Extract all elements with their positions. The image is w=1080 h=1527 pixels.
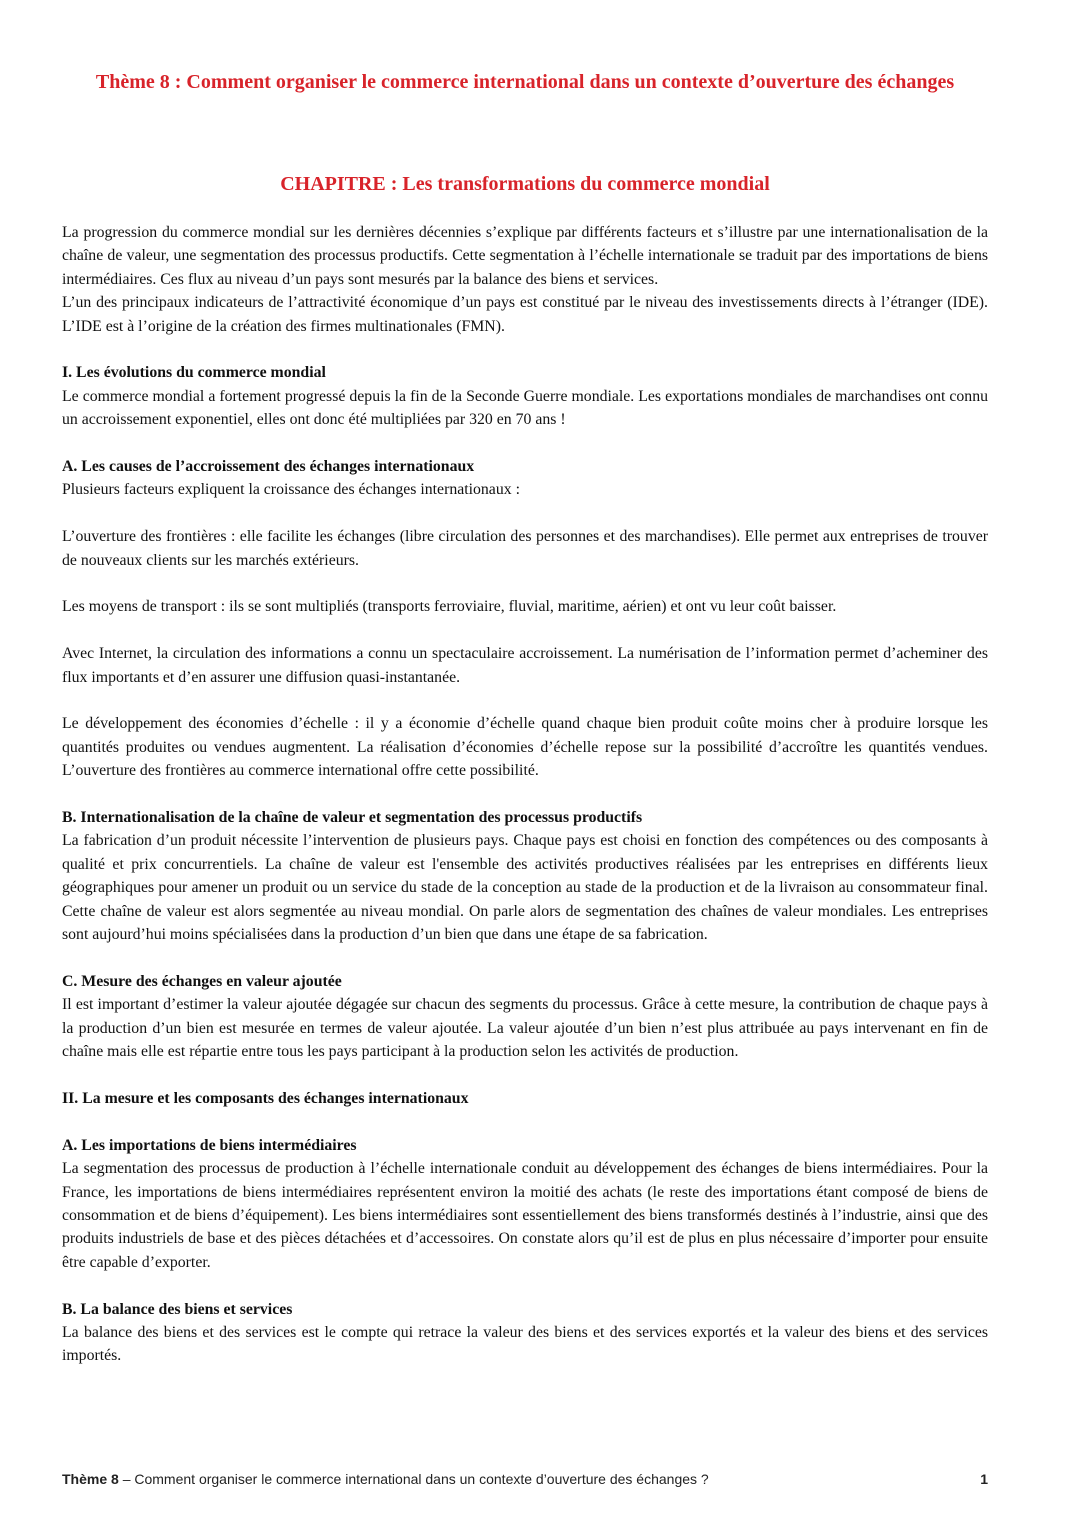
intro-paragraph: L’un des principaux indicateurs de l’attractivité économique d’un pays est constitué par le niveau des investissements directs à l’étranger (IDE). L’IDE est à l’origine de la création des firmes multinationales (FMN). (62, 294, 988, 335)
section-1c-heading: C. Mesure des échanges en valeur ajoutée (62, 972, 342, 990)
section-2b-text: La balance des biens et des services est le compte qui retrace la valeur des biens et des services exportés et la valeur des biens et des services importés. (62, 1323, 988, 1365)
section-1-heading: I. Les évolutions du commerce mondial (62, 364, 326, 382)
factor-paragraph: Avec Internet, la circulation des informations a connu un spectaculaire accroissement. La numérisation de l’information permet d’acheminer des flux importants et d’en assurer une diffusion quasi-instantanée. (62, 645, 988, 686)
chapter-title: CHAPITRE : Les transformations du commerce mondial (280, 173, 770, 195)
page-number: 1 (980, 1471, 988, 1487)
factor-paragraph: Le développement des économies d’échelle : il y a économie d’échelle quand chaque bien produit coûte moins cher à produire lorsque les quantités produites ou vendues augmentent. La réalisation d’économies d’échelle repose sur la possibilité d’accroître les quantités vendues. L’ouverture des frontières au commerce international offre cette possibilité. (62, 715, 988, 780)
factor-paragraph: Les moyens de transport : ils se sont multipliés (transports ferroviaire, fluvial, maritime, aérien) et ont vu leur coût baisser. (62, 598, 837, 616)
section-1-text: Le commerce mondial a fortement progressé depuis la fin de la Seconde Guerre mondiale. Les exportations mondiales de marchandises ont connu un accroissement exponentiel, elles ont donc été multipliées par 320 en 70 ans ! (62, 387, 988, 429)
section-1c-text: Il est important d’estimer la valeur ajoutée dégagée sur chacun des segments du processus. Grâce à cette mesure, la contribution de chaque pays à la production d’un bien est mesurée en termes de valeur ajoutée. La valeur ajoutée d’un bien n’est plus attribuée au pays intervenant en fin de chaîne mais elle est répartie entre tous les pays participant à la production selon les activités de production. (62, 996, 988, 1061)
page-title: Thème 8 : Comment organiser le commerce international dans un contexte d’ouverture des échanges (95, 71, 955, 93)
section-2-heading: II. La mesure et les composants des échanges internationaux (62, 1089, 469, 1107)
document-body (62, 221, 988, 1368)
factor-paragraph: L’ouverture des frontières : elle facilite les échanges (libre circulation des personnes et des marchandises). Elle permet aux entreprises de trouver de nouveaux clients sur les marchés extérieurs. (62, 528, 988, 569)
section-2a-text: La segmentation des processus de production à l’échelle internationale conduit au développement des échanges de biens intermédiaires. Pour la France, les importations de biens intermédiaires représentent environ la moitié des achats (le reste des importations étant composé de biens de consommation et de biens d’équipement). Les biens intermédiaires sont essentiellement des biens transformés destinés à l’industrie, ainsi que des produits industriels de base et des pièces détachées et d’accessoires. On constate alors qu’il est de plus en plus nécessaire d’importer pour ensuite être capable d’exporter. (62, 1160, 988, 1271)
section-1b-heading: B. Internationalisation de la chaîne de valeur et segmentation des processus productifs (62, 809, 643, 827)
footer-text: – Comment organiser le commerce international dans un contexte d’ouverture des échanges ? (118, 1471, 709, 1487)
page-footer (62, 1470, 988, 1488)
footer-label: Thème 8 (62, 1471, 119, 1487)
section-2a-heading: A. Les importations de biens intermédiaires (62, 1136, 357, 1154)
section-2b-heading: B. La balance des biens et services (62, 1300, 293, 1318)
section-1b-text: La fabrication d’un produit nécessite l’intervention de plusieurs pays. Chaque pays est choisi en fonction des compétences ou des composants à qualité et prix concurrentiels. La chaîne de valeur est l'ensemble des activités productives réalisées par les entreprises en différents lieux géographiques pour amener un produit ou un service du stade de la conception au stade de la production et de la livraison au consommateur final. Cette chaîne de valeur est alors segmentée au niveau mondial. On parle alors de segmentation des chaînes de valeur mondiales. Les entreprises sont aujourd’hui moins spécialisées dans la production d’un bien que dans une étape de sa fabrication. (62, 832, 988, 944)
section-1a-lead: Plusieurs facteurs expliquent la croissance des échanges internationaux : (62, 481, 520, 499)
section-1a-heading: A. Les causes de l’accroissement des échanges internationaux (62, 458, 475, 476)
intro-paragraph: La progression du commerce mondial sur les dernières décennies s’explique par différents facteurs et s’illustre par une internationalisation de la chaîne de valeur, une segmentation des processus productifs. Cette segmentation à l’échelle internationale se traduit par des importations de biens intermédiaires. Ces flux au niveau d’un pays sont mesurés par la balance des biens et services. (62, 224, 988, 288)
